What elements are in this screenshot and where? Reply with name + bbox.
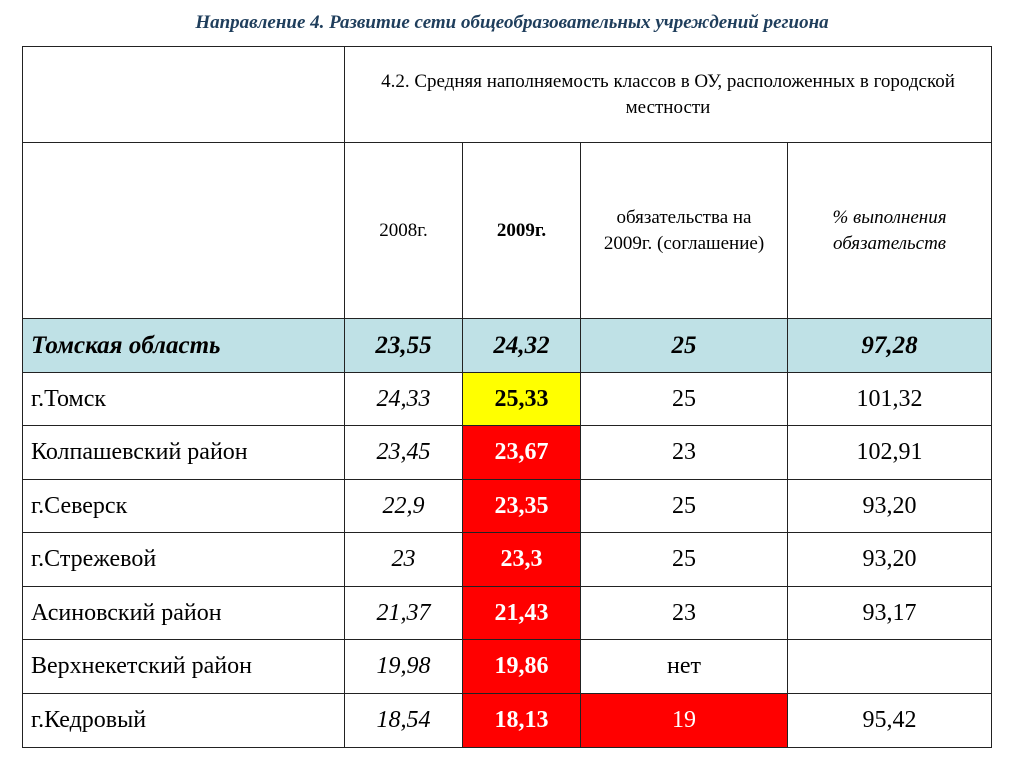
value-obligation: 25	[581, 533, 788, 587]
table-row	[23, 640, 992, 694]
col-2008-header: 2008г.	[345, 143, 463, 319]
value-obligation: 19	[581, 694, 788, 748]
page-title: Направление 4. Развитие сети общеобразовательных учреждений региона	[195, 12, 829, 33]
value-2008: 24,33	[345, 373, 463, 426]
header-row-columns	[23, 143, 992, 319]
value-percent: 102,91	[788, 426, 992, 480]
value-2008: 18,54	[345, 694, 463, 748]
row-name: Верхнекетский район	[23, 640, 345, 694]
value-obligation: нет	[581, 640, 788, 694]
value-2008: 23,55	[345, 319, 463, 373]
row-name: г.Северск	[23, 480, 345, 533]
row-name: г.Стрежевой	[23, 533, 345, 587]
value-2009: 24,32	[463, 319, 581, 373]
table-row	[23, 426, 992, 480]
value-obligation: 23	[581, 587, 788, 640]
header-empty-cell	[23, 143, 345, 319]
value-2008: 19,98	[345, 640, 463, 694]
row-name: г.Томск	[23, 373, 345, 426]
value-2008: 23	[345, 533, 463, 587]
value-percent: 97,28	[788, 319, 992, 373]
group-title: 4.2. Средняя наполняемость классов в ОУ, расположенных в городской местности	[345, 47, 992, 143]
value-percent: 101,32	[788, 373, 992, 426]
row-name: г.Кедровый	[23, 694, 345, 748]
data-table	[22, 46, 992, 748]
value-2008: 21,37	[345, 587, 463, 640]
col-percent-header: % выполнения обязательств	[788, 143, 992, 319]
row-name: Асиновский район	[23, 587, 345, 640]
col-2009-header: 2009г.	[463, 143, 581, 319]
row-name: Томская область	[23, 319, 345, 373]
value-obligation: 23	[581, 426, 788, 480]
value-2008: 23,45	[345, 426, 463, 480]
table-row	[23, 480, 992, 533]
value-2009: 18,13	[463, 694, 581, 748]
table-row	[23, 373, 992, 426]
value-obligation: 25	[581, 373, 788, 426]
col-obligations-header: обязательства на 2009г. (соглашение)	[581, 143, 788, 319]
value-percent: 93,20	[788, 533, 992, 587]
value-obligation: 25	[581, 480, 788, 533]
table-row	[23, 694, 992, 748]
header-row-group	[23, 47, 992, 143]
value-2009: 23,67	[463, 426, 581, 480]
value-2008: 22,9	[345, 480, 463, 533]
table-row	[23, 533, 992, 587]
value-percent: 93,17	[788, 587, 992, 640]
value-percent: 95,42	[788, 694, 992, 748]
value-2009: 23,3	[463, 533, 581, 587]
table-row	[23, 587, 992, 640]
value-obligation: 25	[581, 319, 788, 373]
value-percent: 93,20	[788, 480, 992, 533]
value-percent	[788, 640, 992, 694]
value-2009: 19,86	[463, 640, 581, 694]
value-2009: 23,35	[463, 480, 581, 533]
row-name: Колпашевский район	[23, 426, 345, 480]
header-empty-cell	[23, 47, 345, 143]
value-2009: 25,33	[463, 373, 581, 426]
value-2009: 21,43	[463, 587, 581, 640]
table-row	[23, 319, 992, 373]
